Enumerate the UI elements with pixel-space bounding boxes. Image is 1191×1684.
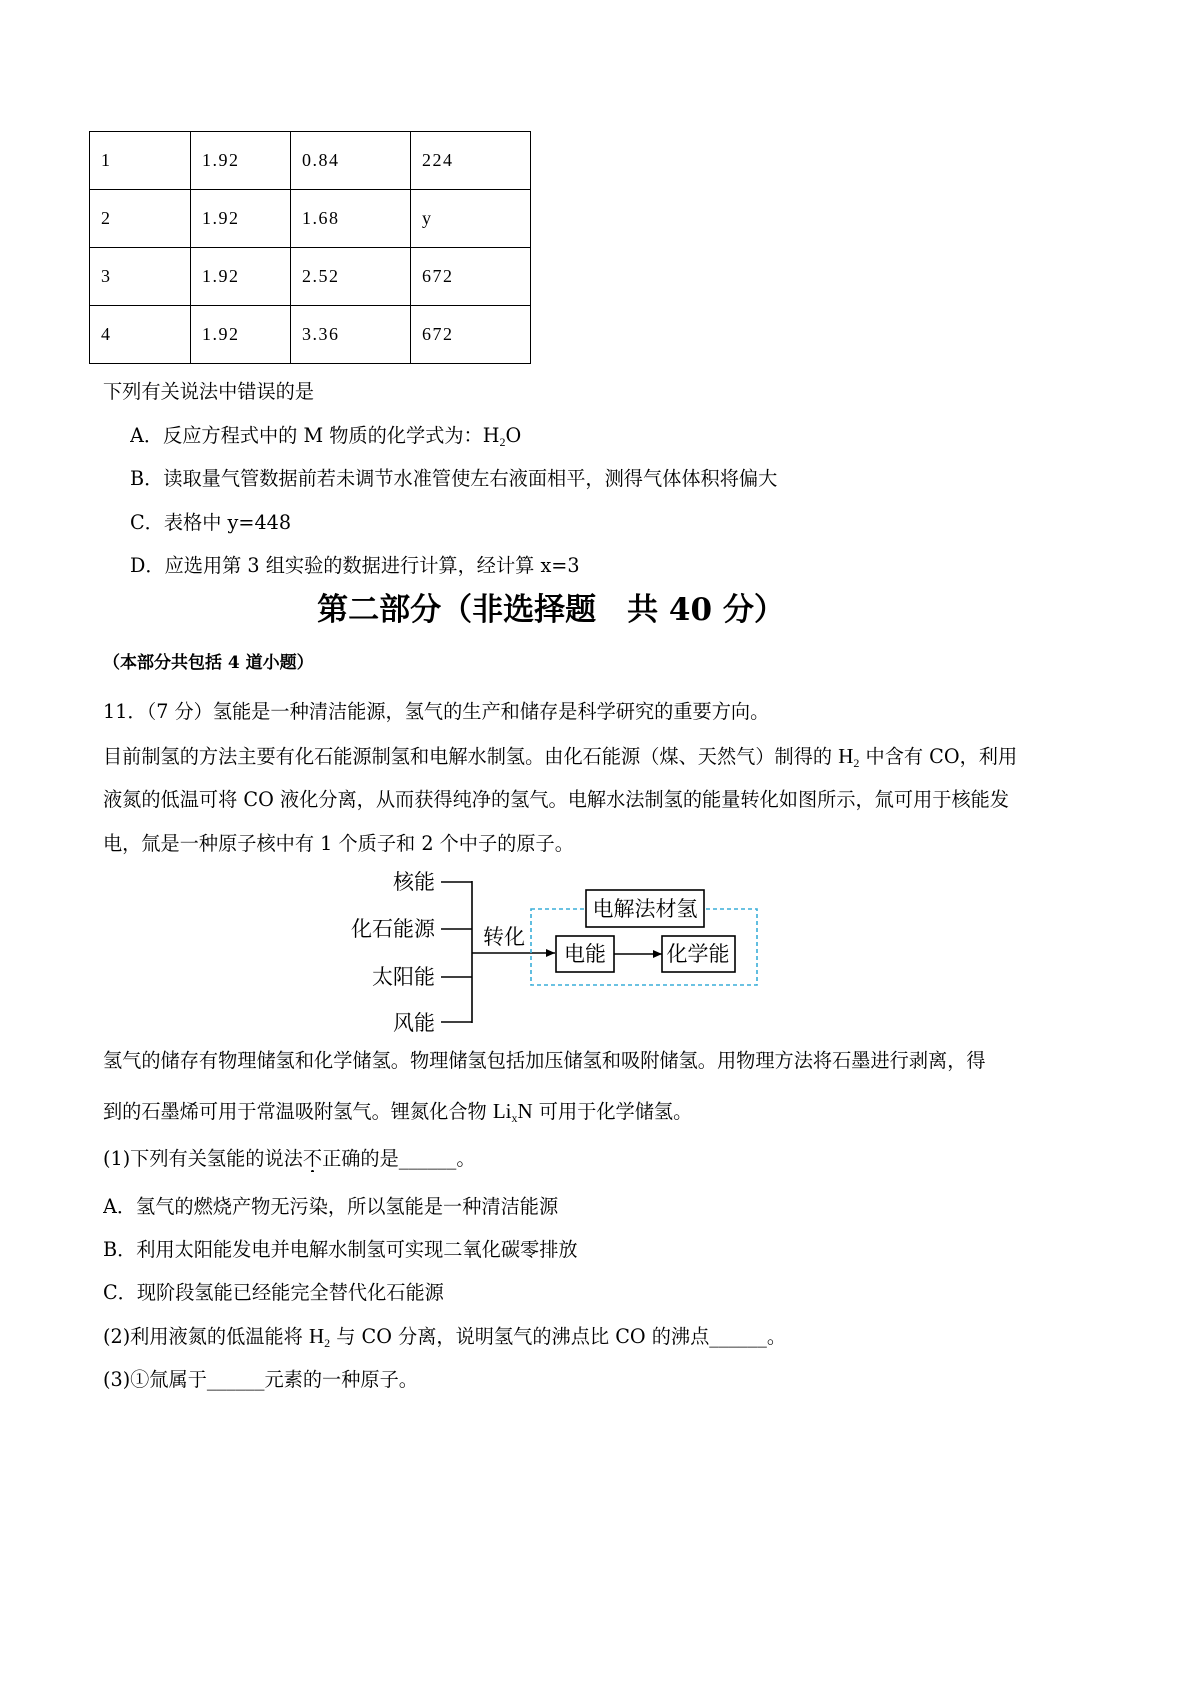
- table-cell: 1.92: [191, 248, 291, 306]
- text-segment: (2)利用液氮的低温能将: [103, 1325, 309, 1348]
- source-solar-label: 太阳能: [372, 965, 435, 989]
- text-segment: 中含有 CO，利用: [859, 745, 1018, 768]
- q11-para2-line2: [103, 1098, 1043, 1124]
- q10-option-a: [130, 423, 1030, 449]
- table-row: [90, 190, 531, 248]
- conversion-label: 转化: [483, 925, 525, 949]
- q11-sub1-option-c: C．现阶段氢能已经能完全替代化石能源: [103, 1281, 444, 1304]
- q11-para1-line1: [103, 743, 1043, 769]
- energy-conversion-diagram: [350, 866, 765, 1041]
- experiment-data-table: [89, 131, 531, 364]
- text-segment: 正确的是______。: [322, 1147, 476, 1170]
- table-cell: 224: [411, 132, 531, 190]
- q11-intro: 11．（7 分）氢能是一种清洁能源，氢气的生产和储存是科学研究的重要方向。: [103, 700, 770, 723]
- table-row: [90, 248, 531, 306]
- source-nuclear-label: 核能: [393, 870, 435, 894]
- text-segment: 可用于化学储氢。: [532, 1100, 693, 1123]
- part2-note: （本部分共包括 4 道小题）: [103, 653, 314, 673]
- source-wind-label: 风能: [393, 1011, 435, 1035]
- table-cell: 2: [90, 190, 191, 248]
- table-cell: 2.52: [291, 248, 411, 306]
- q11-sub1-stem: [103, 1146, 1043, 1172]
- subscript: 2: [853, 756, 860, 769]
- q11-sub2: [103, 1323, 1043, 1349]
- q10-option-a-suffix: O: [505, 424, 522, 447]
- q10-option-a-text: A．反应方程式中的 M 物质的化学式为：H: [130, 424, 500, 447]
- q10-option-d: D．应选用第 3 组实验的数据进行计算，经计算 x=3: [130, 554, 580, 577]
- q11-para1-line3: 电，氚是一种原子核中有 1 个质子和 2 个中子的原子。: [103, 832, 574, 855]
- chemical-energy-label: 化学能: [666, 942, 730, 966]
- q11-para1-line2: 液氮的低温可将 CO 液化分离，从而获得纯净的氢气。电解水法制氢的能量转化如图所示，氚可用于核能发: [103, 788, 1010, 811]
- subscript: x: [511, 1111, 518, 1124]
- table-cell: 3: [90, 248, 191, 306]
- diagram-svg: [350, 866, 765, 1041]
- text-segment: 目前制氢的方法主要有化石能源制氢和电解水制氢。由化石能源（煤、天然气）制得的: [103, 745, 839, 768]
- emphasis-mark: 不: [302, 1147, 323, 1170]
- part2-heading: 第二部分（非选择题 共 40 分）: [317, 592, 785, 628]
- q11-sub3: (3)①氚属于______元素的一种原子。: [103, 1368, 418, 1391]
- table-cell: 672: [411, 306, 531, 364]
- q10-option-c: C．表格中 y=448: [130, 511, 292, 534]
- table-row: [90, 132, 531, 190]
- table-cell: 1.92: [191, 132, 291, 190]
- chem-symbol: Li: [492, 1099, 512, 1123]
- subscript: 2: [324, 1336, 331, 1349]
- subscript: 2: [499, 435, 506, 449]
- table-cell: 1.92: [191, 190, 291, 248]
- source-fossil-label: 化石能源: [351, 917, 435, 941]
- table-cell: 1.92: [191, 306, 291, 364]
- table-cell: 1: [90, 132, 191, 190]
- table-cell: 0.84: [291, 132, 411, 190]
- electric-energy-label: 电能: [564, 942, 606, 966]
- chem-symbol: H: [838, 744, 854, 768]
- table-row: [90, 306, 531, 364]
- q11-para2-line1: 氢气的储存有物理储氢和化学储氢。物理储氢包括加压储氢和吸附储氢。用物理方法将石墨进行剥离，得: [103, 1049, 986, 1072]
- table-cell: 4: [90, 306, 191, 364]
- q11-sub1-option-a: A．氢气的燃烧产物无污染，所以氢能是一种清洁能源: [103, 1195, 559, 1218]
- text-segment: 到的石墨烯可用于常温吸附氢气。锂氮化合物: [103, 1100, 493, 1123]
- table-cell: 672: [411, 248, 531, 306]
- q11-sub1-option-b: B．利用太阳能发电并电解水制氢可实现二氧化碳零排放: [103, 1238, 578, 1261]
- electrolysis-title: 电解法材氢: [592, 897, 698, 921]
- table-cell: 3.36: [291, 306, 411, 364]
- text-segment: (1)下列有关氢能的说法: [103, 1147, 303, 1170]
- text-segment: 与 CO 分离，说明氢气的沸点比 CO 的沸点______。: [330, 1325, 787, 1348]
- q10-stem: 下列有关说法中错误的是: [103, 380, 315, 403]
- chem-symbol: H: [308, 1324, 325, 1348]
- q10-option-b: B．读取量气管数据前若未调节水准管使左右液面相平，测得气体体积将偏大: [130, 467, 778, 490]
- table-cell: 1.68: [291, 190, 411, 248]
- table-cell: y: [411, 190, 531, 248]
- chem-symbol: N: [517, 1099, 533, 1123]
